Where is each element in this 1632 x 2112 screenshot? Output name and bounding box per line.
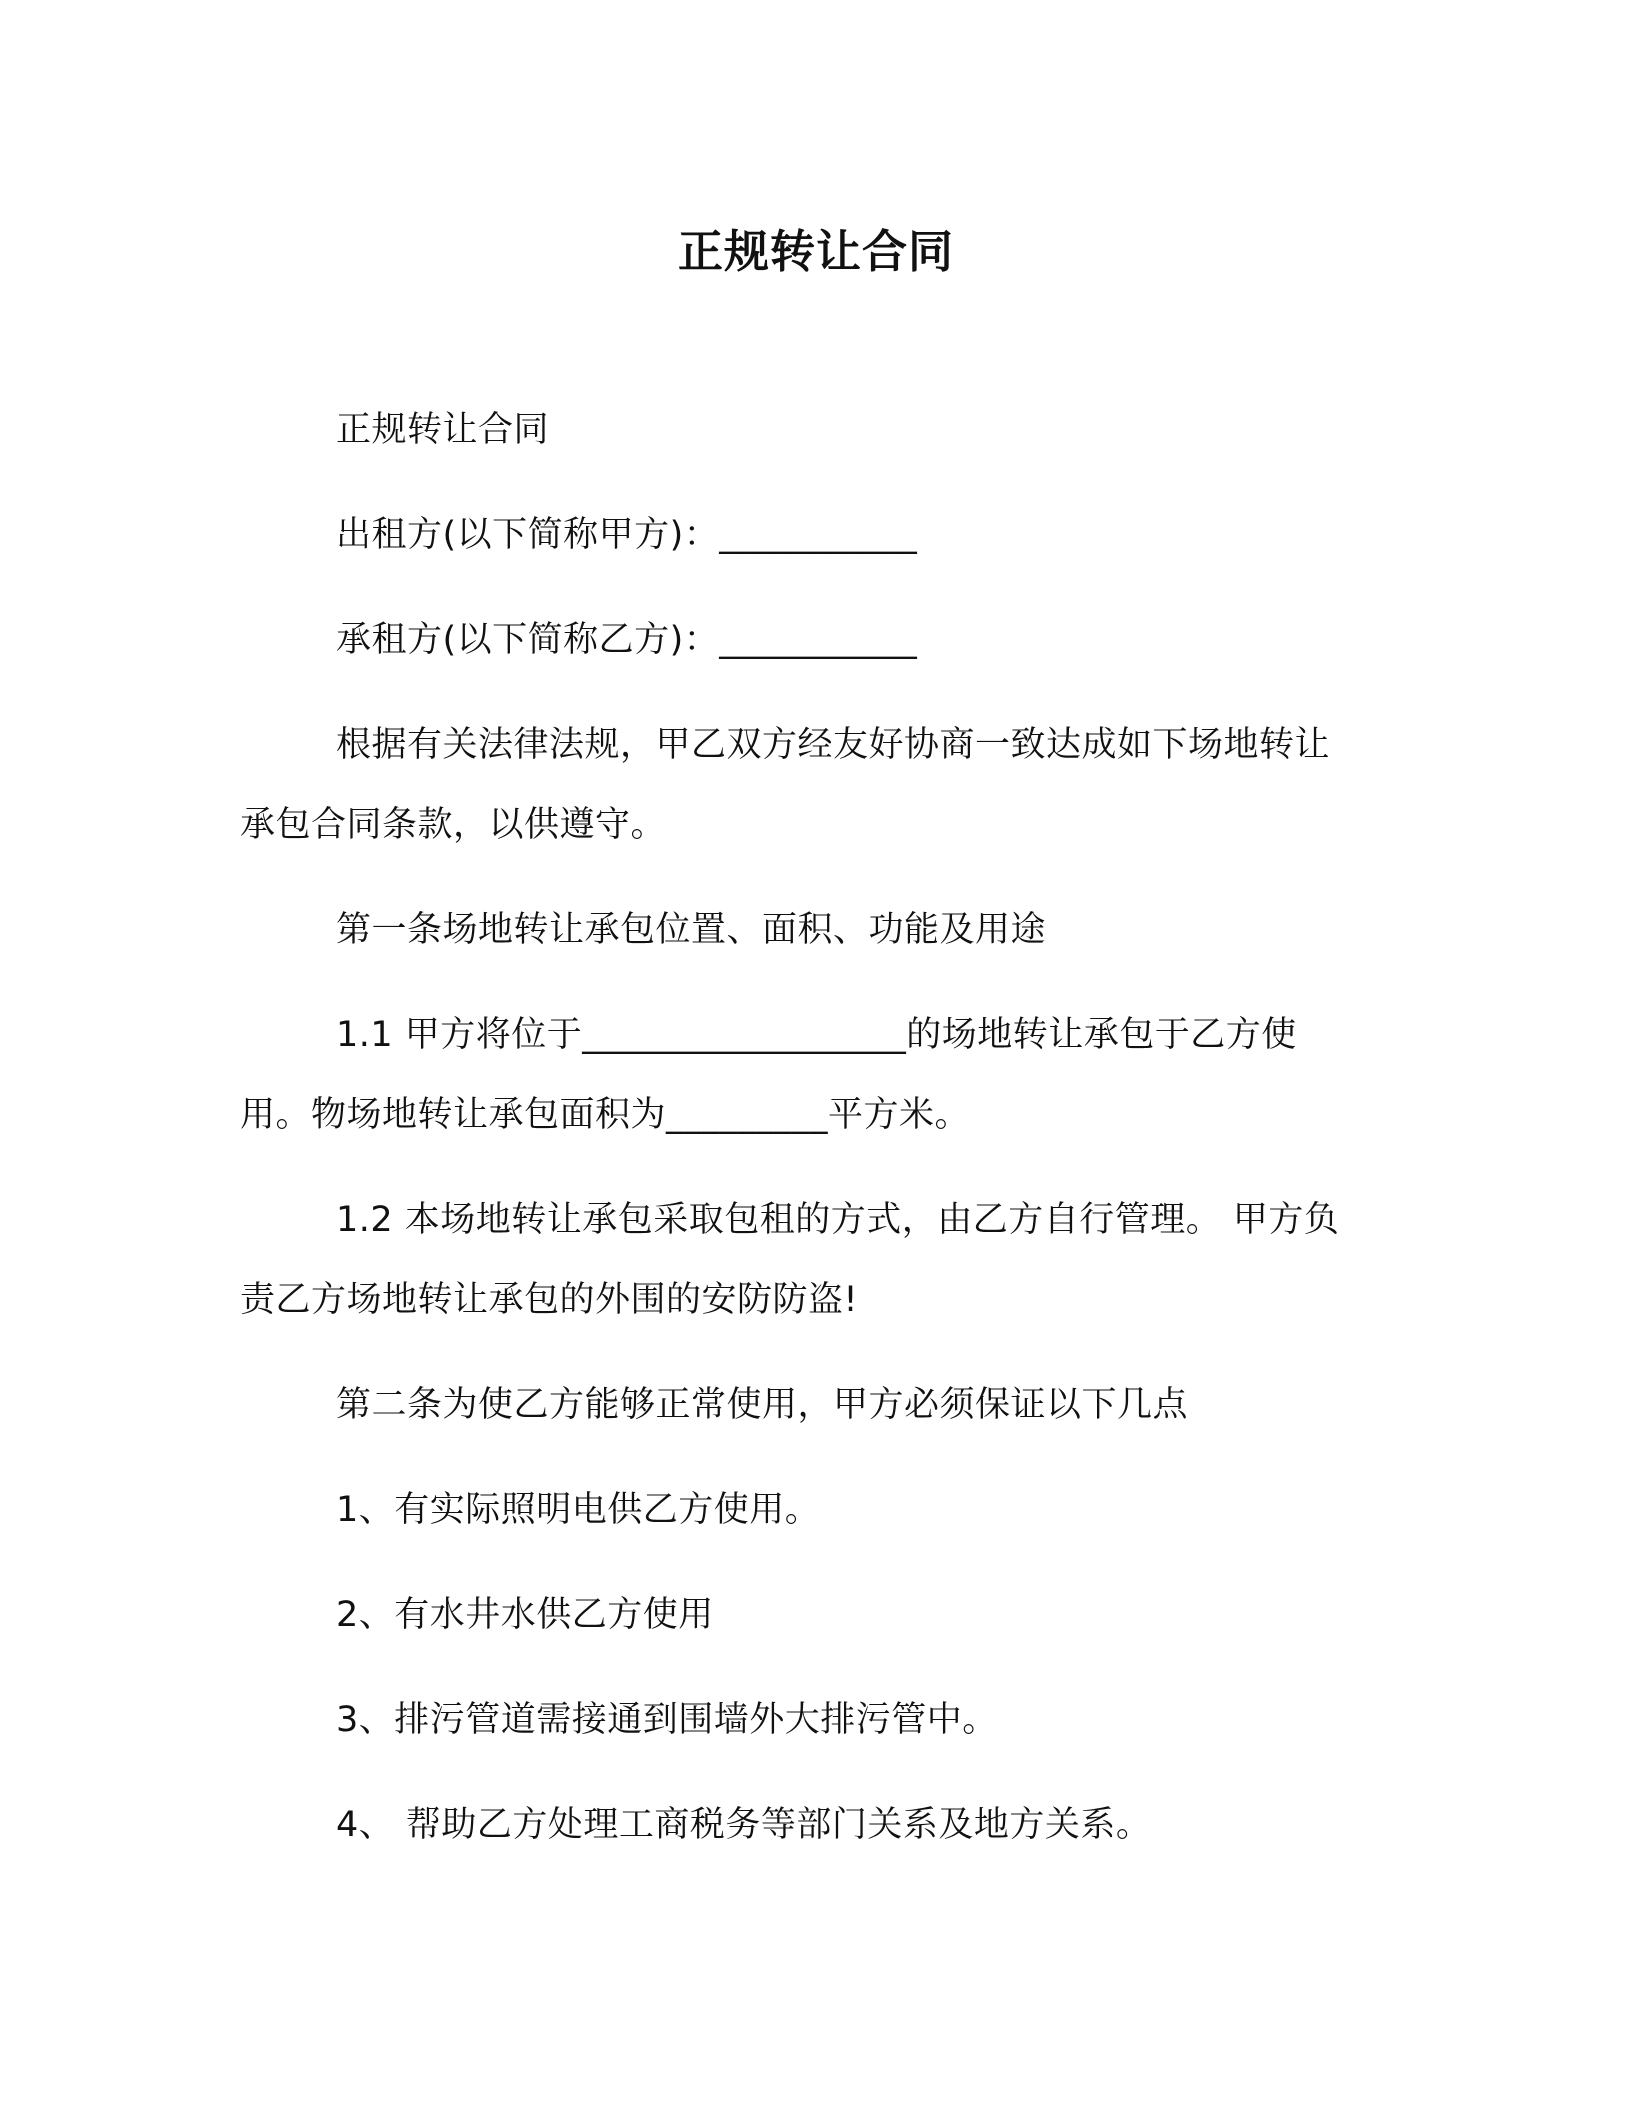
lessor-paragraph [240, 495, 1380, 575]
article1-heading-text: 第一条场地转让承包位置、面积、功能及用途 [336, 910, 1047, 950]
list-item-4 [240, 1785, 1380, 1865]
document-title: 正规转让合同 [677, 225, 954, 278]
document-body [240, 390, 1380, 1890]
clause-1-1-line-1: 1.1 甲方将位于__________________的场地转让承包于乙方使 [336, 1015, 1297, 1055]
list-item-1-text: 1、有实际照明电供乙方使用。 [336, 1490, 821, 1530]
clause-1-1-line-2: 用。物场地转让承包面积为_________平方米。 [240, 1095, 971, 1135]
clause-1-2-line-2: 责乙方场地转让承包的外围的安防防盗! [240, 1280, 859, 1320]
clause-1-2 [240, 1180, 1380, 1340]
article1-heading [240, 890, 1380, 970]
list-item-2-text: 2、有水井水供乙方使用 [336, 1595, 714, 1635]
lessor-text: 出租方(以下简称甲方)：___________ [336, 515, 918, 555]
list-item-1 [240, 1470, 1380, 1550]
preamble-paragraph [240, 705, 1380, 865]
list-item-2 [240, 1575, 1380, 1655]
lessee-text: 承租方(以下简称乙方)：___________ [336, 620, 918, 660]
preamble-line-1: 根据有关法律法规，甲乙双方经友好协商一致达成如下场地转让 [336, 725, 1331, 765]
list-item-3 [240, 1680, 1380, 1760]
article2-heading [240, 1365, 1380, 1445]
list-item-3-text: 3、排污管道需接通到围墙外大排污管中。 [336, 1700, 998, 1740]
subtitle-text: 正规转让合同 [336, 410, 550, 450]
clause-1-1 [240, 995, 1380, 1155]
list-item-4-text: 4、 帮助乙方处理工商税务等部门关系及地方关系。 [336, 1805, 1152, 1845]
preamble-line-2: 承包合同条款，以供遵守。 [240, 805, 667, 845]
article2-heading-text: 第二条为使乙方能够正常使用，甲方必须保证以下几点 [336, 1385, 1189, 1425]
lessee-paragraph [240, 600, 1380, 680]
subtitle-paragraph [240, 390, 1380, 470]
clause-1-2-line-1: 1.2 本场地转让承包采取包租的方式，由乙方自行管理。 甲方负 [336, 1200, 1340, 1240]
